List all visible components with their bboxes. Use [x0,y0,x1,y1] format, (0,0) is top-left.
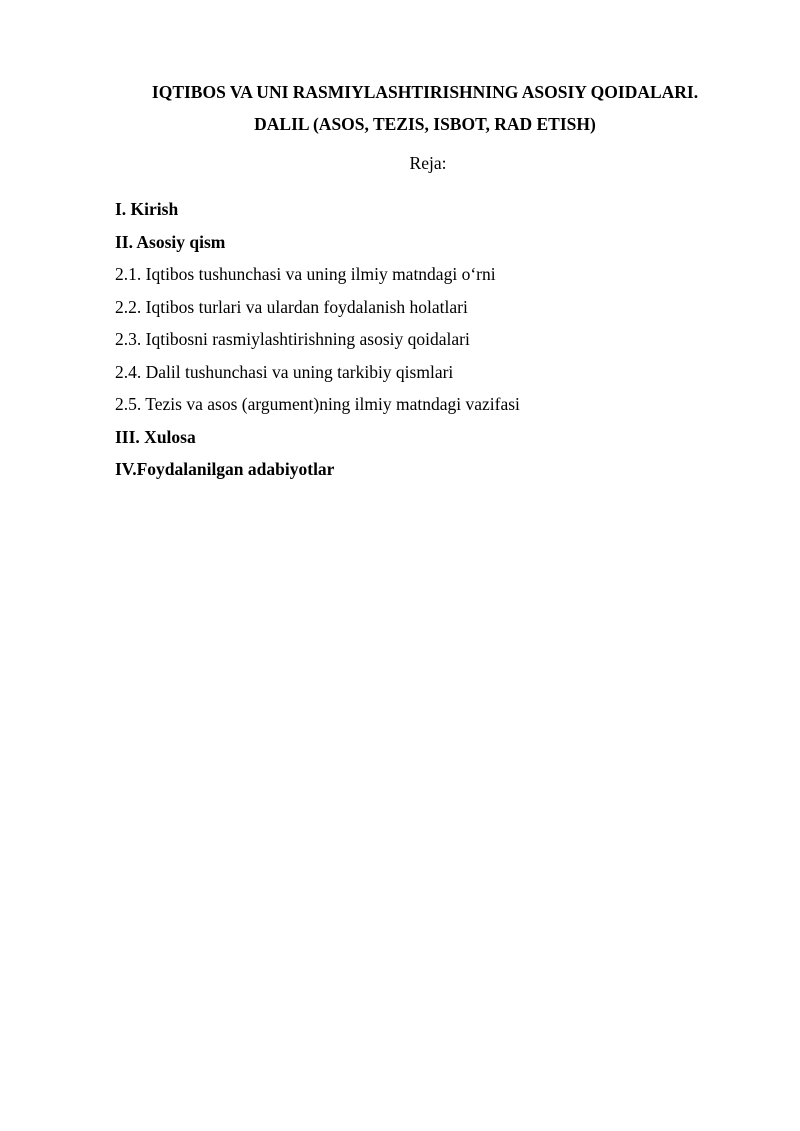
outline-item-2-2: 2.2. Iqtibos turlari va ulardan foydalanish holatlari [115,296,468,317]
title-line-2: DALIL (ASOS, TEZIS, ISBOT, RAD ETISH) [254,114,596,134]
outline-item-2-1: 2.1. Iqtibos tushunchasi va uning ilmiy matndagi o‘rni [115,264,496,284]
outline-item-introduction: I. Kirish [115,199,179,219]
outline-item-2-5: 2.5. Tezis va asos (argument)ning ilmiy matndagi vazifasi [115,394,520,414]
plan-label: Reja: [409,153,447,173]
outline-item-2-4: 2.4. Dalil tushunchasi va uning tarkibiy qismlari [115,361,454,382]
outline-item-2-3: 2.3. Iqtibosni rasmiylashtirishning asosiy qoidalari [115,329,470,349]
outline-item-main-part: II. Asosiy qism [115,231,226,252]
document-title [115,76,735,140]
outline-item-conclusion: III. Xulosa [115,426,196,447]
outline-item-references: IV.Foydalanilgan adabiyotlar [115,459,335,479]
plan-outline [115,193,735,486]
title-line-1: IQTIBOS VA UNI RASMIYLASHTIRISHNING ASOSIY QOIDALARI. [151,82,699,102]
